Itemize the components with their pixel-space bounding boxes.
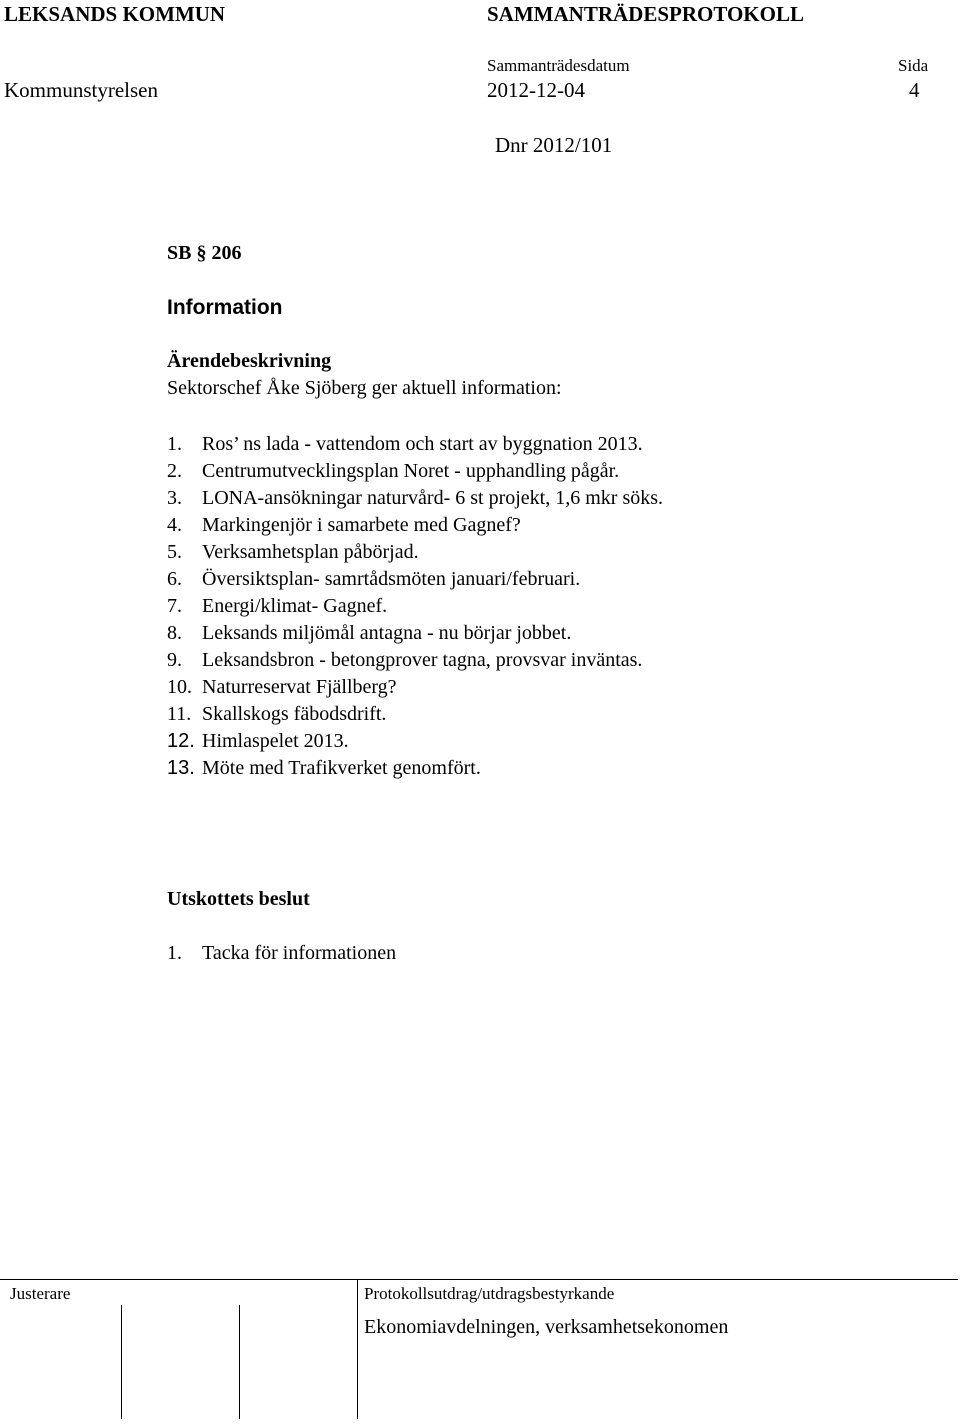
list-item-number: 11. [167, 703, 192, 725]
list-item-number: 5. [167, 541, 182, 563]
case-description-heading: Ärendebeskrivning [167, 350, 332, 372]
list-item-text: Himlaspelet 2013. [202, 730, 349, 752]
list-item-text: Skallskogs fäbodsdrift. [202, 703, 387, 725]
list-item-text: Möte med Trafikverket genomfört. [202, 757, 481, 779]
list-item-text: Verksamhetsplan påbörjad. [202, 541, 419, 563]
case-number: SB § 206 [167, 242, 242, 264]
list-item-number: 9. [167, 649, 182, 671]
decision-item [167, 942, 397, 965]
decision-item-text: Tacka för informationen [202, 942, 397, 964]
list-item-text: Översiktsplan- samrtådsmöten januari/februari. [202, 568, 581, 590]
list-item-text: Leksands miljömål antagna - nu börjar jobbet. [202, 622, 572, 644]
meeting-date: 2012-12-04 [487, 78, 585, 102]
list-item-number: 10. [167, 676, 192, 698]
municipality-name: LEKSANDS KOMMUN [4, 2, 226, 26]
signature-box-divider [121, 1305, 122, 1419]
list-item-number: 12. [167, 730, 195, 752]
date-label: Sammanträdesdatum [487, 56, 630, 75]
adjuster-label: Justerare [10, 1284, 71, 1303]
list-item-text: Centrumutvecklingsplan Noret - upphandling pågår. [202, 460, 620, 482]
footer-column-divider [357, 1279, 358, 1419]
diary-number: Dnr 2012/101 [495, 133, 613, 157]
list-item-number: 2. [167, 460, 182, 482]
extract-recipient: Ekonomiavdelningen, verksamhetsekonomen [364, 1316, 729, 1338]
footer-top-rule [0, 1279, 958, 1280]
list-item-number: 3. [167, 487, 182, 509]
decision-heading: Utskottets beslut [167, 888, 310, 910]
page-number: 4 [909, 78, 920, 102]
list-item-number: 7. [167, 595, 182, 617]
extract-label: Protokollsutdrag/utdragsbestyrkande [364, 1284, 615, 1303]
list-item-text: Ros’ ns lada - vattendom och start av byggnation 2013. [202, 433, 643, 455]
list-item-number: 13. [167, 757, 195, 779]
case-intro: Sektorschef Åke Sjöberg ger aktuell information: [167, 377, 562, 399]
signature-box-divider [239, 1305, 240, 1419]
list-item-number: 6. [167, 568, 182, 590]
decision-item-number: 1. [167, 942, 182, 964]
case-title: Information [167, 296, 283, 319]
list-item-text: Naturreservat Fjällberg? [202, 676, 397, 698]
list-item-text: LONA-ansökningar naturvård- 6 st projekt, 1,6 mkr söks. [202, 487, 664, 509]
list-item-text: Energi/klimat- Gagnef. [202, 595, 388, 617]
page-label: Sida [898, 56, 929, 75]
list-item-text: Leksandsbron - betongprover tagna, provsvar inväntas. [202, 649, 643, 671]
committee-name: Kommunstyrelsen [4, 78, 158, 102]
list-item-text: Markingenjör i samarbete med Gagnef? [202, 514, 521, 536]
list-item-number: 4. [167, 514, 182, 536]
document-type: SAMMANTRÄDESPROTOKOLL [487, 2, 804, 26]
list-item-number: 8. [167, 622, 182, 644]
list-item-number: 1. [167, 433, 182, 455]
